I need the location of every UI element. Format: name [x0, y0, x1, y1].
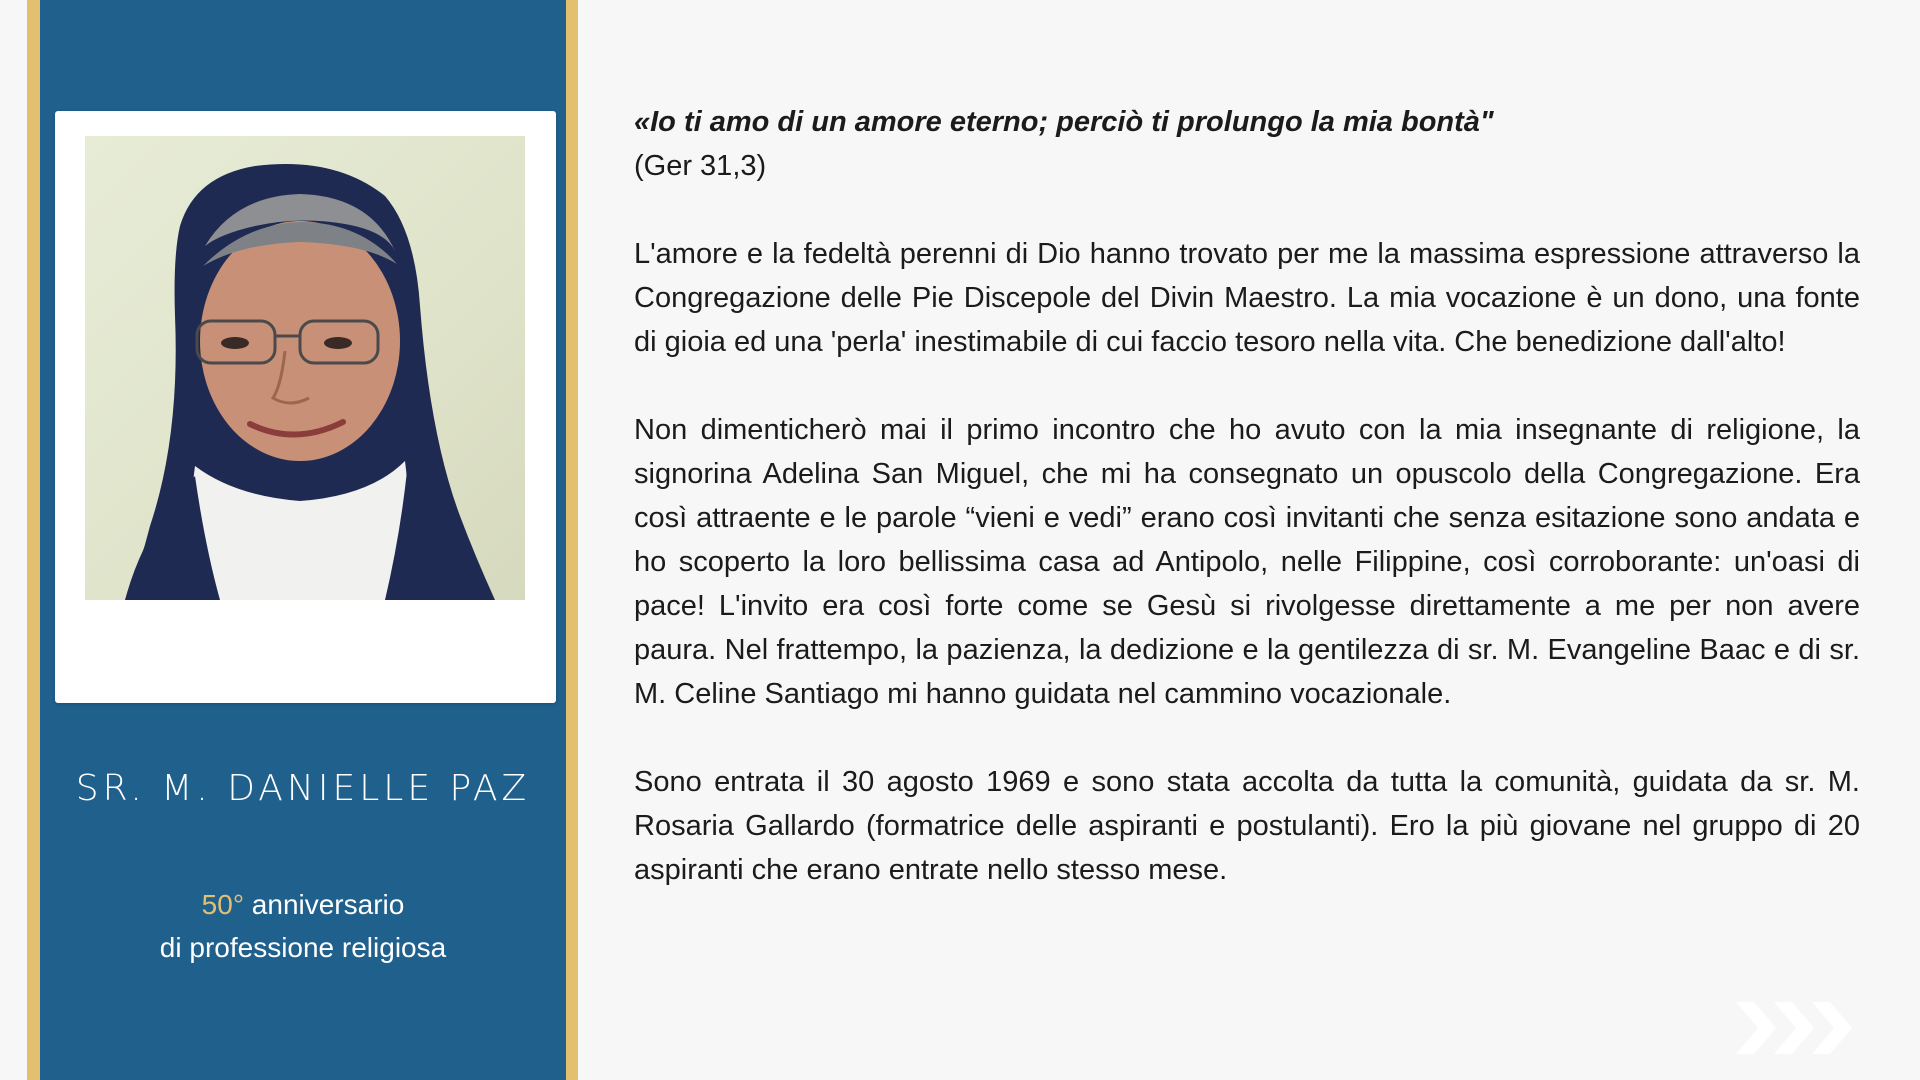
anniversary-line-1	[40, 883, 566, 926]
triple-chevron-right-icon[interactable]	[1734, 998, 1860, 1058]
anniversary-label: anniversario	[244, 889, 405, 920]
paragraph-3: Sono entrata il 30 agosto 1969 e sono stata accolta da tutta la comunità, guidata da sr. M. Rosaria Gallardo (formatrice delle aspiranti e postulanti). Ero la più giovane nel gruppo di 20 aspiranti che erano entrate nello stesso mese.	[634, 766, 1860, 886]
portrait-photo	[85, 136, 525, 600]
anniversary-caption	[40, 883, 566, 969]
paragraph-1: L'amore e la fedeltà perenni di Dio hanno trovato per me la massima espressione attraverso la Congregazione delle Pie Discepole del Divin Maestro. La mia vocazione è un dono, una fonte di gioia ed una 'perla' inestimabile di cui faccio tesoro nella vita. Che benedizione dall'alto!	[634, 238, 1860, 358]
bible-reference: (Ger 31,3)	[634, 150, 767, 182]
bible-quote: «Io ti amo di un amore eterno; perciò ti prolungo la mia bontà"	[634, 106, 1494, 138]
anniversary-number: 50°	[201, 889, 245, 920]
anniversary-line-2: di professione religiosa	[159, 932, 447, 963]
testimony-text	[634, 100, 1860, 936]
sister-name: SR. M. DANIELLE PAZ	[75, 768, 531, 809]
paragraph-2: Non dimenticherò mai il primo incontro che ho avuto con la mia insegnante di religione, la signorina Adelina San Miguel, che mi ha consegnato un opuscolo della Congregazione. Era così attraente e le parole “vieni e vedi” erano così invitanti che senza esitazione sono andata e ho scoperto la loro bellissima casa ad Antipolo, nelle Filippine, così corroborante: un'oasi di pace! L'invito era così forte come se Gesù si rivolgesse direttamente a me per non avere paura. Nel frattempo, la pazienza, la dedizione e la gentilezza di sr. M. Evangeline Baac e di sr. M. Celine Santiago mi hanno guidata nel cammino vocazionale.	[634, 414, 1860, 710]
photo-frame	[55, 111, 556, 703]
